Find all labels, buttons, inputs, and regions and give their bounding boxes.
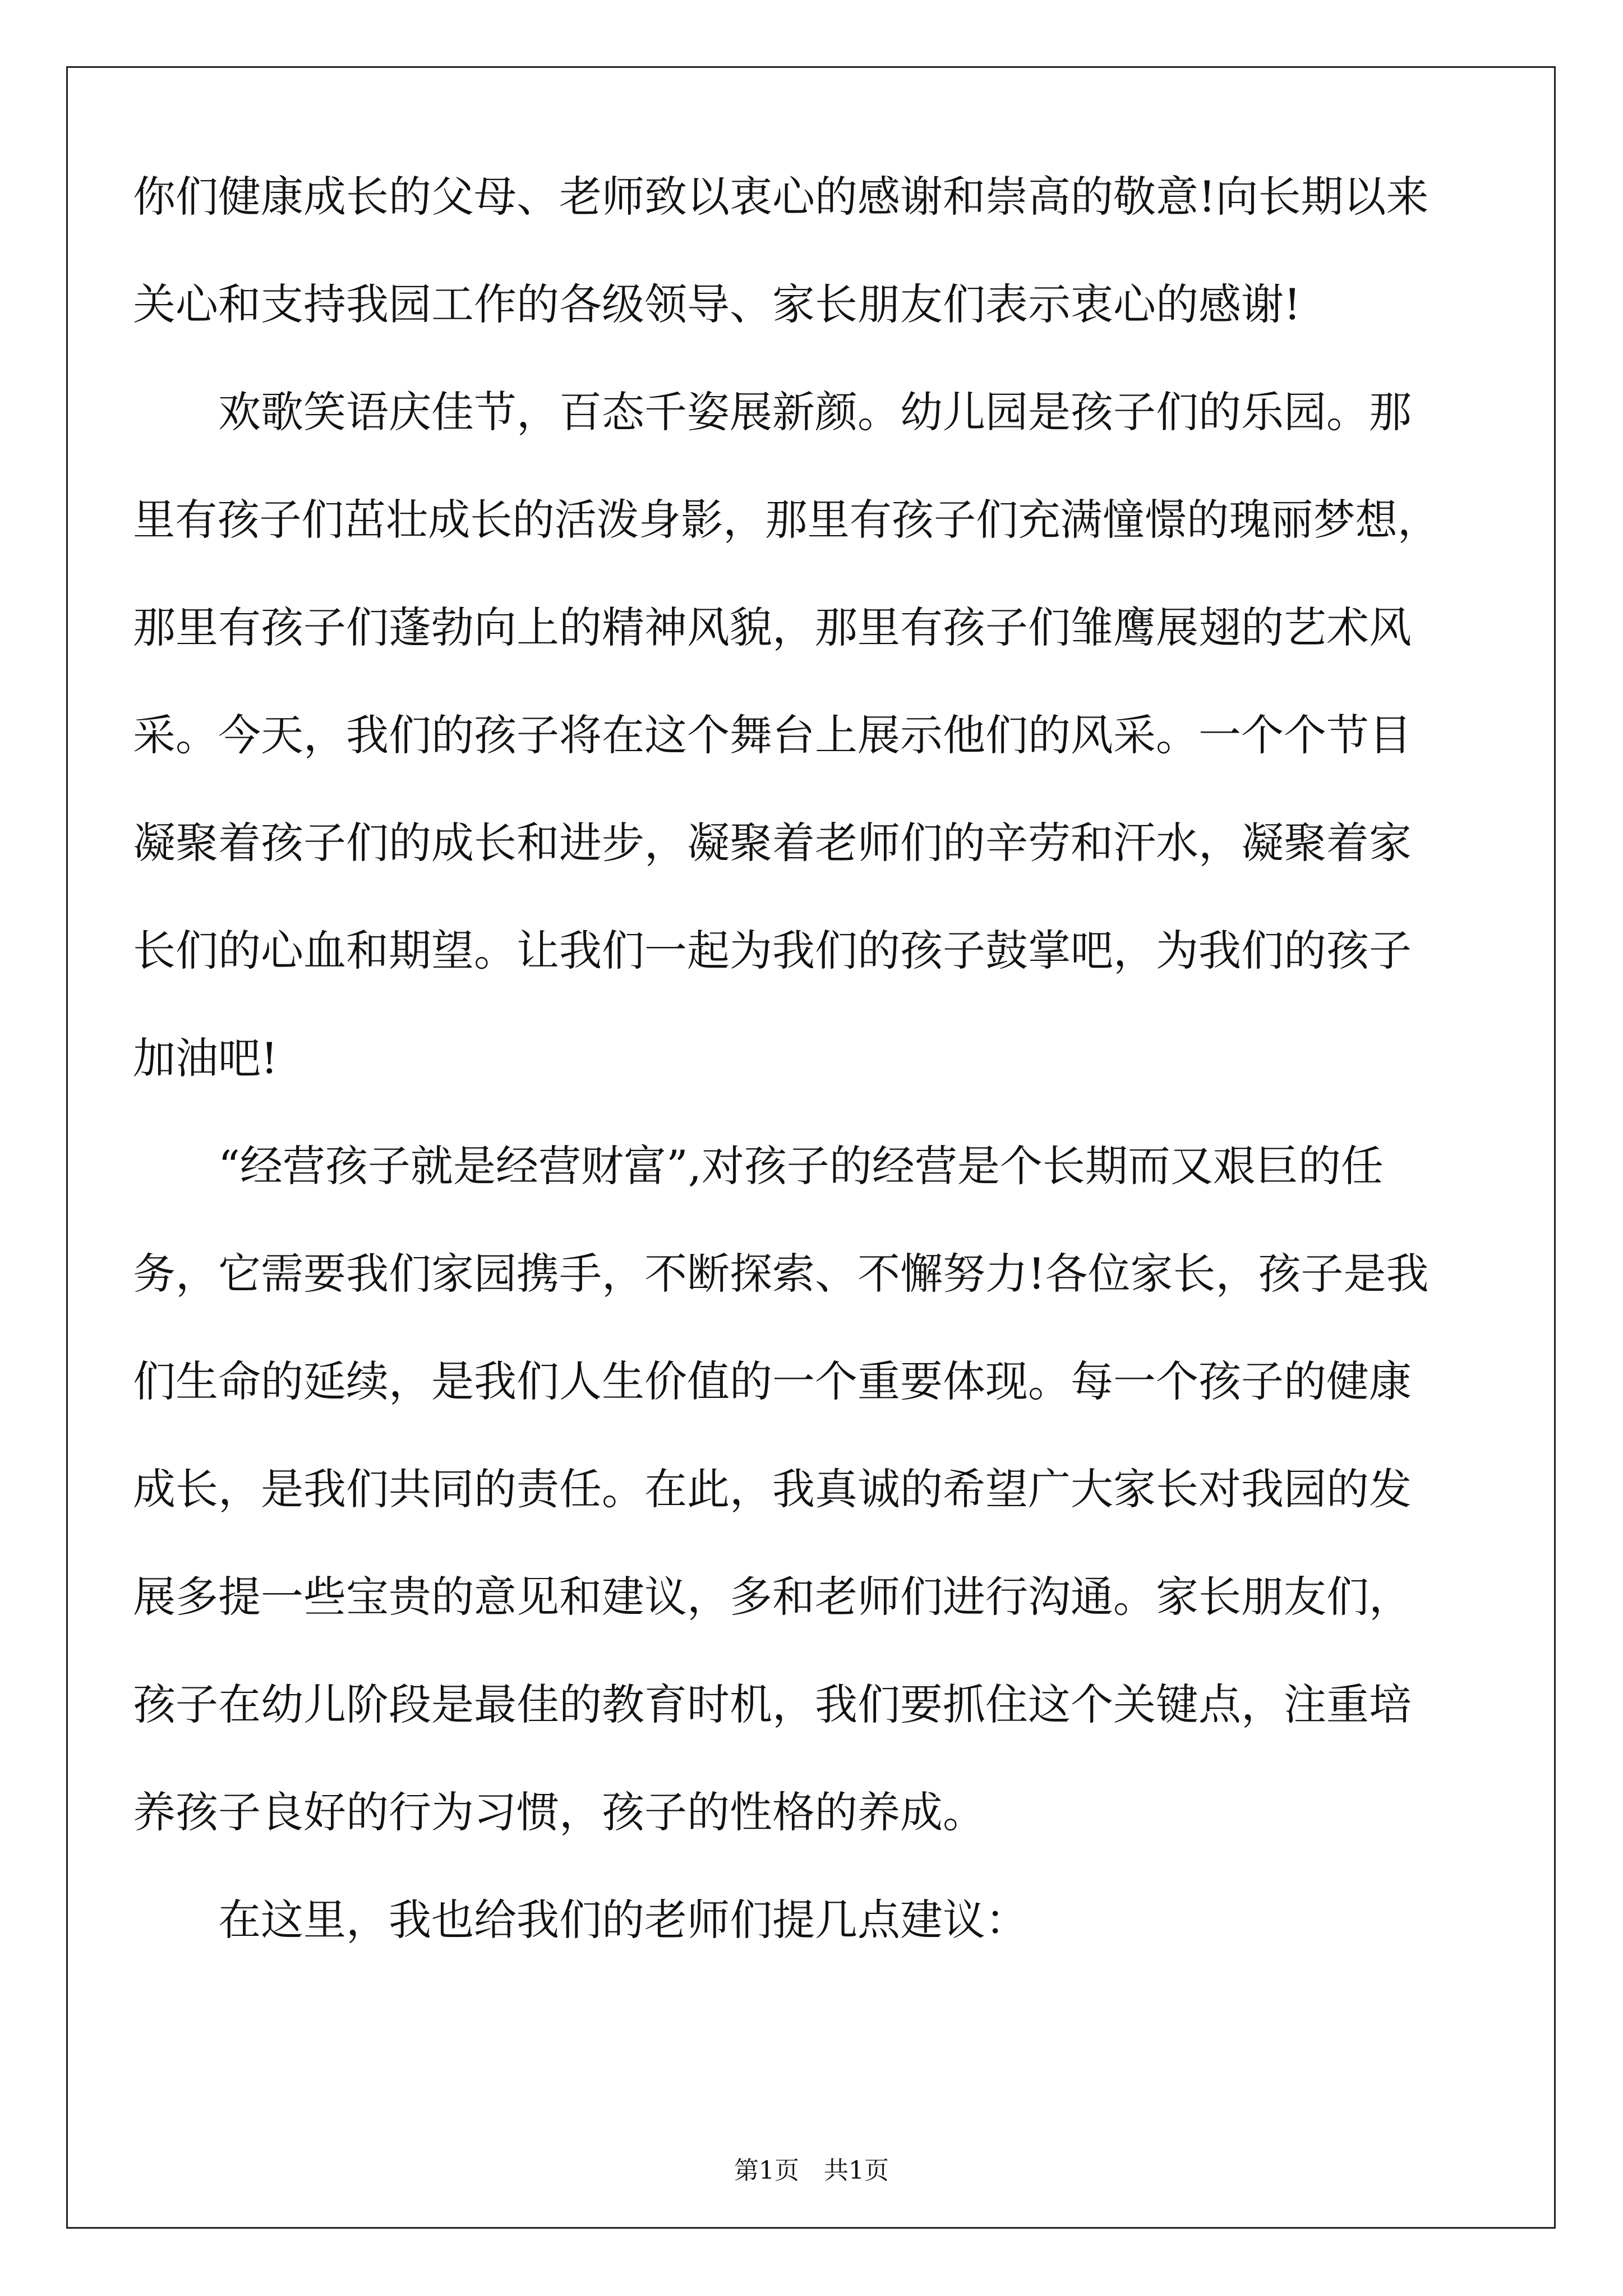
text-line-12: 们生命的延续，是我们人生价值的一个重要体现。每一个孩子的健康 bbox=[133, 1356, 1412, 1406]
text-line-6: 采。今天，我们的孩子将在这个舞台上展示他们的风采。一个个节目 bbox=[133, 710, 1412, 760]
text-line-17: 在这里，我也给我们的老师们提几点建议： bbox=[218, 1895, 1028, 1945]
text-line-15: 孩子在幼儿阶段是最佳的教育时机，我们要抓住这个关键点，注重培 bbox=[133, 1680, 1412, 1729]
text-line-4: 里有孩子们茁壮成长的活泼身影，那里有孩子们充满憧憬的瑰丽梦想， bbox=[133, 495, 1440, 545]
text-line-14: 展多提一些宝贵的意见和建议，多和老师们进行沟通。家长朋友们， bbox=[133, 1572, 1412, 1622]
text-line-13: 成长，是我们共同的责任。在此，我真诚的希望广大家长对我园的发 bbox=[133, 1464, 1412, 1514]
text-line-9: 加油吧! bbox=[133, 1033, 278, 1083]
text-line-1: 你们健康成长的父母、老师致以衷心的感谢和崇高的敬意!向长期以来 bbox=[133, 172, 1429, 222]
text-line-16: 养孩子良好的行为习惯，孩子的性格的养成。 bbox=[133, 1787, 985, 1837]
text-line-11: 务，它需要我们家园携手，不断探索、不懈努力!各位家长，孩子是我 bbox=[133, 1249, 1429, 1299]
text-line-2: 关心和支持我园工作的各级领导、家长朋友们表示衷心的感谢! bbox=[133, 279, 1301, 329]
text-line-10: “经营孩子就是经营财富”,对孩子的经营是个长期而又艰巨的任 bbox=[218, 1141, 1384, 1191]
text-line-7: 凝聚着孩子们的成长和进步，凝聚着老师们的辛劳和汗水，凝聚着家 bbox=[133, 818, 1412, 868]
text-line-8: 长们的心血和期望。让我们一起为我们的孩子鼓掌吧，为我们的孩子 bbox=[133, 926, 1412, 976]
text-line-3: 欢歌笑语庆佳节，百态千姿展新颜。幼儿园是孩子们的乐园。那 bbox=[218, 387, 1412, 437]
document-body bbox=[133, 143, 1440, 1974]
text-line-5: 那里有孩子们蓬勃向上的精神风貌，那里有孩子们雏鹰展翅的艺术风 bbox=[133, 602, 1412, 652]
page-number-footer: 第1页 共1页 bbox=[734, 2156, 889, 2185]
